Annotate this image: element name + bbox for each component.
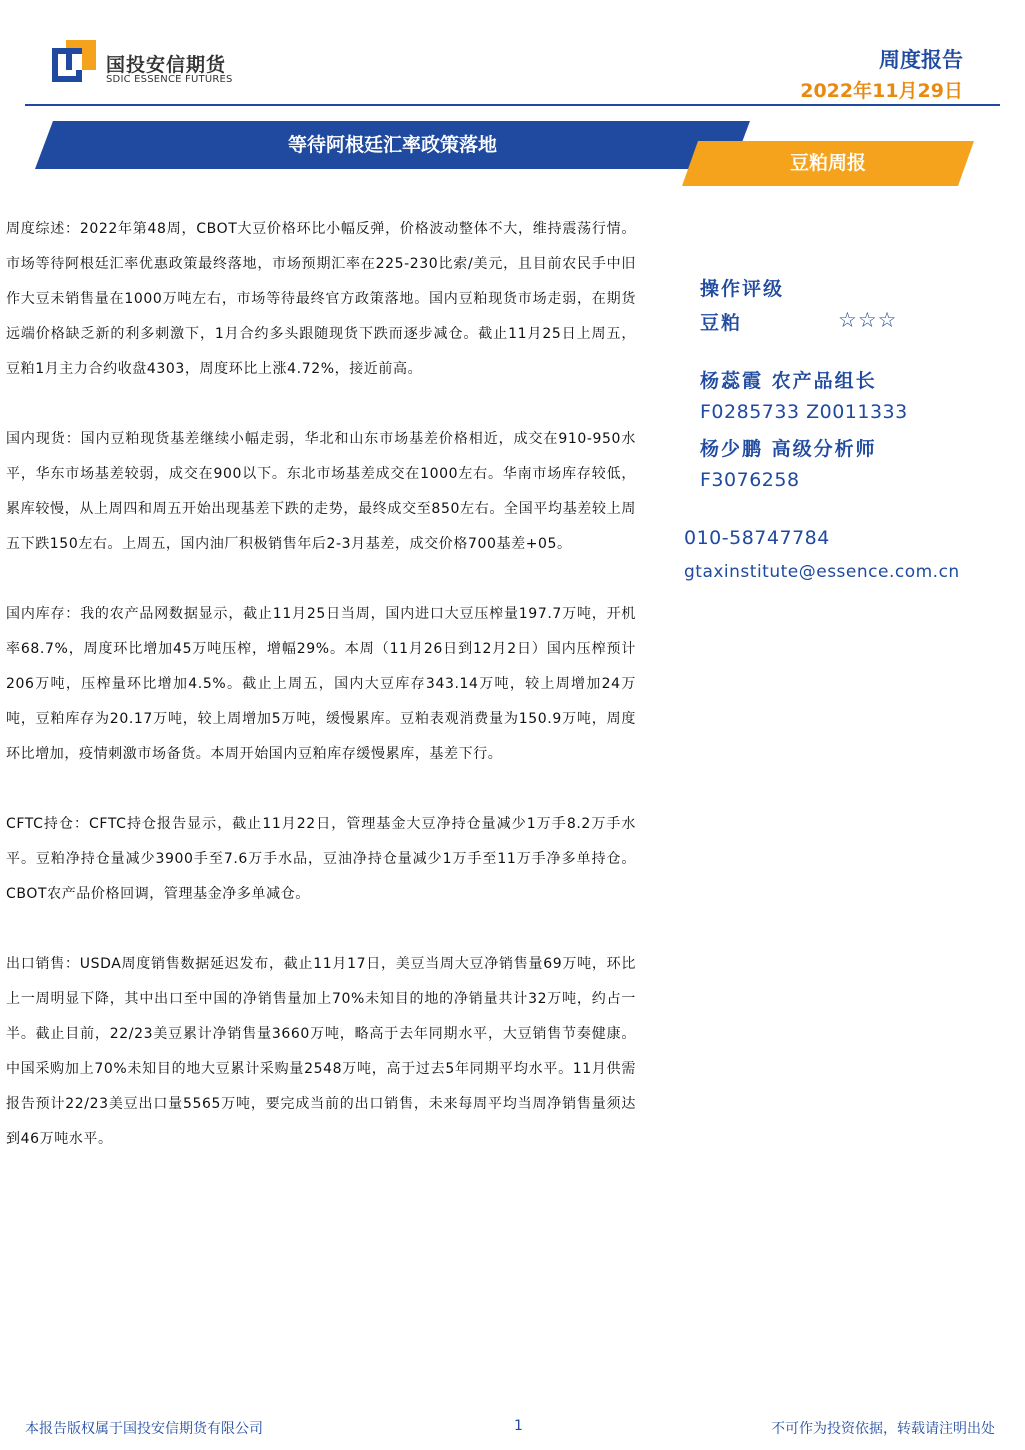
analyst-1-license: F0285733 Z0011333 [700,401,908,423]
paragraph-domestic-inventory: 国内库存：我的农产品网数据显示，截止11月25日当周，国内进口大豆压榨量197.7万吨，开机率68.7%，周度环比增加45万吨压榨，增幅29%。本周（11月26日到12月2日）国内压榨预计206万吨，压榨量环比增加4.5%。截止上周五，国内大豆库存343.14万吨，较上周增加24万吨，豆粕库存为20.17万吨，较上周增加5万吨，缓慢累库。豆粕表观消费量为150.9万吨，周度环比增加，疫情刺激市场备货。本周开始国内豆粕库存缓慢累库，基差下行。 [6,606,636,762]
rating-product: 豆粕 [700,312,743,334]
report-title: 等待阿根廷汇率政策落地 [287,134,497,156]
page-number: 1 [514,1418,523,1434]
report-body [6,212,636,1192]
paragraph-domestic-spot: 国内现货：国内豆粕现货基差继续小幅走弱，华北和山东市场基差价格相近，成交在910-950水平，华东市场基差较弱，成交在900以下。东北市场基差成交在1000左右。华南市场库存较低，累库较慢，从上周四和周五开始出现基差下跌的走势，最终成交至850左右。全国平均基差较上周五下跌150左右。上周五，国内油厂积极销售年后2-3月基差，成交价格700基差+05。 [6,431,636,552]
analyst-2-license: F3076258 [700,469,800,491]
paragraph-weekly-summary: 周度综述：2022年第48周，CBOT大豆价格环比小幅反弹，价格波动整体不大，维持震荡行情。市场等待阿根廷汇率优惠政策最终落地，市场预期汇率在225-230比索/美元，且目前农民手中旧作大豆未销售量在1000万吨左右，市场等待最终官方政策落地。国内豆粕现货市场走弱，在期货远端价格缺乏新的利多刺激下，1月合约多头跟随现货下跌而逐步减仓。截止11月25日上周五，豆粕1月主力合约收盘4303，周度环比上涨4.72%，接近前高。 [6,221,636,377]
rating-stars-icon: ☆☆☆ [838,308,898,332]
analyst-1-name: 杨蕊霞 农产品组长 [700,370,877,392]
rating-label: 操作评级 [700,278,785,300]
contact-email[interactable]: gtaxinstitute@essence.com.cn [684,562,960,582]
report-type: 周度报告 [879,48,963,72]
footer-copyright: 本报告版权属于国投安信期货有限公司 [25,1421,263,1437]
analyst-2-name: 杨少鹏 高级分析师 [700,438,877,460]
footer-disclaimer: 不可作为投资依据，转载请注明出处 [771,1421,995,1437]
paragraph-cftc-positions: CFTC持仓：CFTC持仓报告显示，截止11月22日，管理基金大豆净持仓量减少1万手8.2万手水平。豆粕净持仓量减少3900手至7.6万手水品，豆油净持仓量减少1万手至11万手净多单持仓。CBOT农产品价格回调，管理基金净多单减仓。 [6,816,636,902]
report-date: 2022年11月29日 [800,80,963,102]
paragraph-export-sales: 出口销售：USDA周度销售数据延迟发布，截止11月17日，美豆当周大豆净销售量69万吨，环比上一周明显下降，其中出口至中国的净销售量加上70%未知目的地的净销量共计32万吨，约占一半。截止目前，22/23美豆累计净销售量3660万吨，略高于去年同期水平，大豆销售节奏健康。中国采购加上70%未知目的地大豆累计采购量2548万吨，高于过去5年同期平均水平。11月供需报告预计22/23美豆出口量5565万吨，要完成当前的出口销售，未来每周平均当周净销售量须达到46万吨水平。 [6,956,636,1147]
report-tag: 豆粕周报 [789,152,866,174]
company-logo-icon [52,40,96,84]
header-divider [25,104,1000,106]
company-name-en: SDIC ESSENCE FUTURES [106,74,233,85]
contact-phone[interactable]: 010-58747784 [684,527,830,549]
company-name-cn: 国投安信期货 [106,54,227,76]
